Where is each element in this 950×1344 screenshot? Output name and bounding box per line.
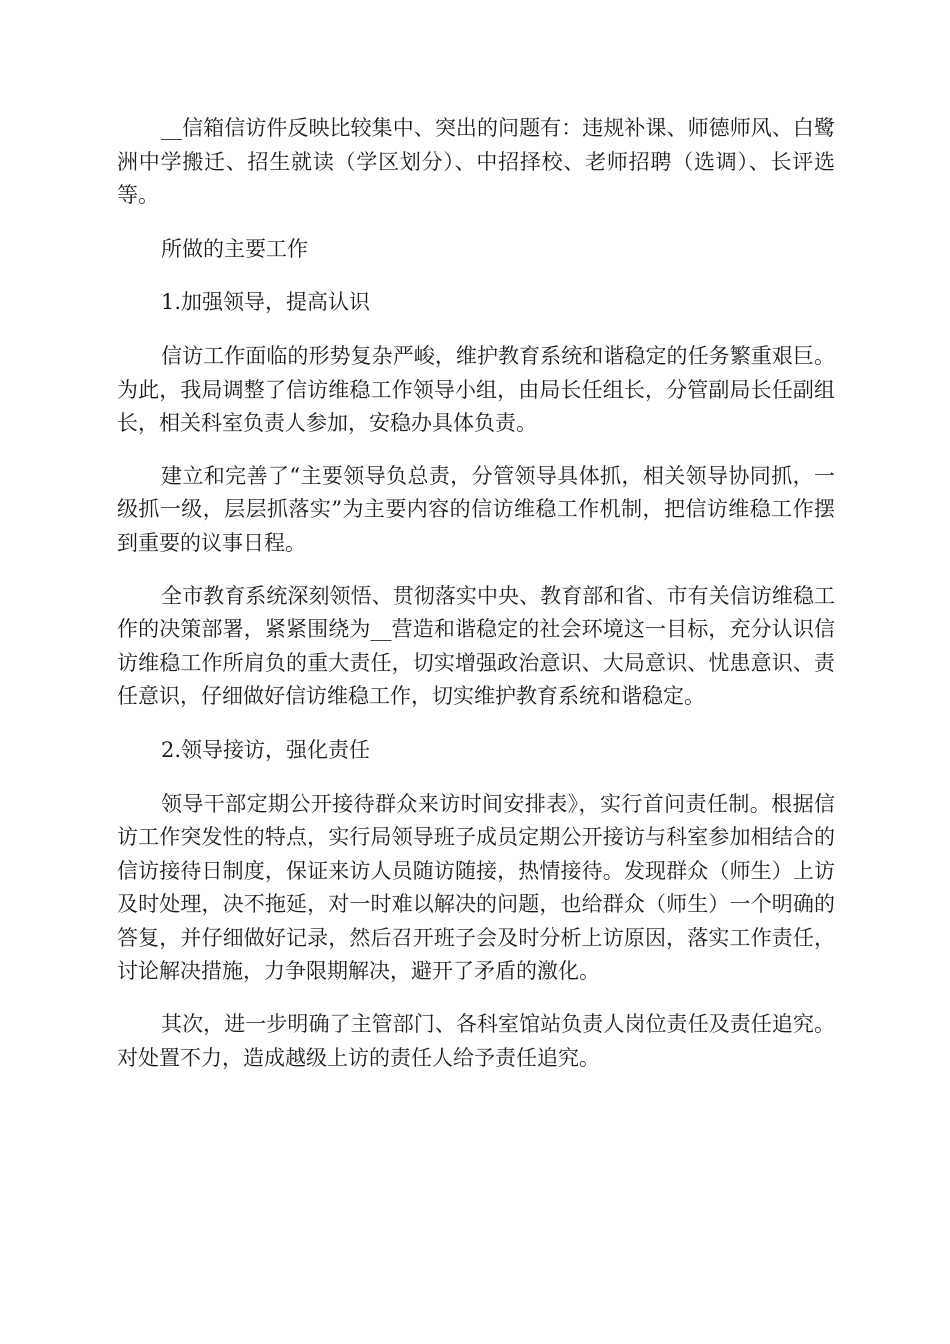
paragraph-education-system: 全市教育系统深刻领悟、贯彻落实中央、教育部和省、市有关信访维稳工作的决策部署，紧紧围绕为__营造和谐稳定的社会环境这一目标，充分认识信访维稳工作所肩负的重大责任，切实增强政治意识、大局意识、忧患意识、责任意识，仔细做好信访维稳工作，切实维护教育系统和谐稳定。 xyxy=(117,583,835,709)
paragraph-reception-system: 领导干部定期公开接待群众来访时间安排表》，实行首问责任制。根据信访工作突发性的特点，实行局领导班子成员定期公开接访与科室参加相结合的信访接待日制度，保证来访人员随访随接，热情接待。发现群众（师生）上访及时处理，决不拖延，对一时难以解决的问题，也给群众（师生）一个明确的答复，并仔细做好记录，然后召开班子会及时分析上访原因，落实工作责任，讨论解决措施，力争限期解决，避开了矛盾的激化。 xyxy=(117,791,835,984)
section-heading-main-work: 所做的主要工作 xyxy=(161,236,308,261)
document-page xyxy=(117,112,835,1075)
subheading-strengthen-leadership: 1.加强领导，提高认识 xyxy=(161,290,371,315)
paragraph-issues: __信箱信访件反映比较集中、突出的问题有：违规补课、师德师风、白鹭洲中学搬迁、招生就读（学区划分）、中招择校、老师招聘（选调）、长评选等。 xyxy=(117,116,835,208)
subheading-leaders-receive-visits: 2.领导接访，强化责任 xyxy=(161,737,371,762)
paragraph-accountability: 其次，进一步明确了主管部门、各科室馆站负责人岗位责任及责任追究。对处置不力，造成越级上访的责任人给予责任追究。 xyxy=(117,1012,835,1070)
paragraph-situation: 信访工作面临的形势复杂严峻，维护教育系统和谐稳定的任务繁重艰巨。为此，我局调整了信访维稳工作领导小组，由局长任组长，分管副局长任副组长，相关科室负责人参加，安稳办具体负责。 xyxy=(117,343,835,436)
paragraph-mechanism: 建立和完善了“主要领导负总责，分管领导具体抓，相关领导协同抓，一级抓一级，层层抓落实”为主要内容的信访维稳工作机制，把信访维稳工作摆到重要的议事日程。 xyxy=(117,463,835,555)
